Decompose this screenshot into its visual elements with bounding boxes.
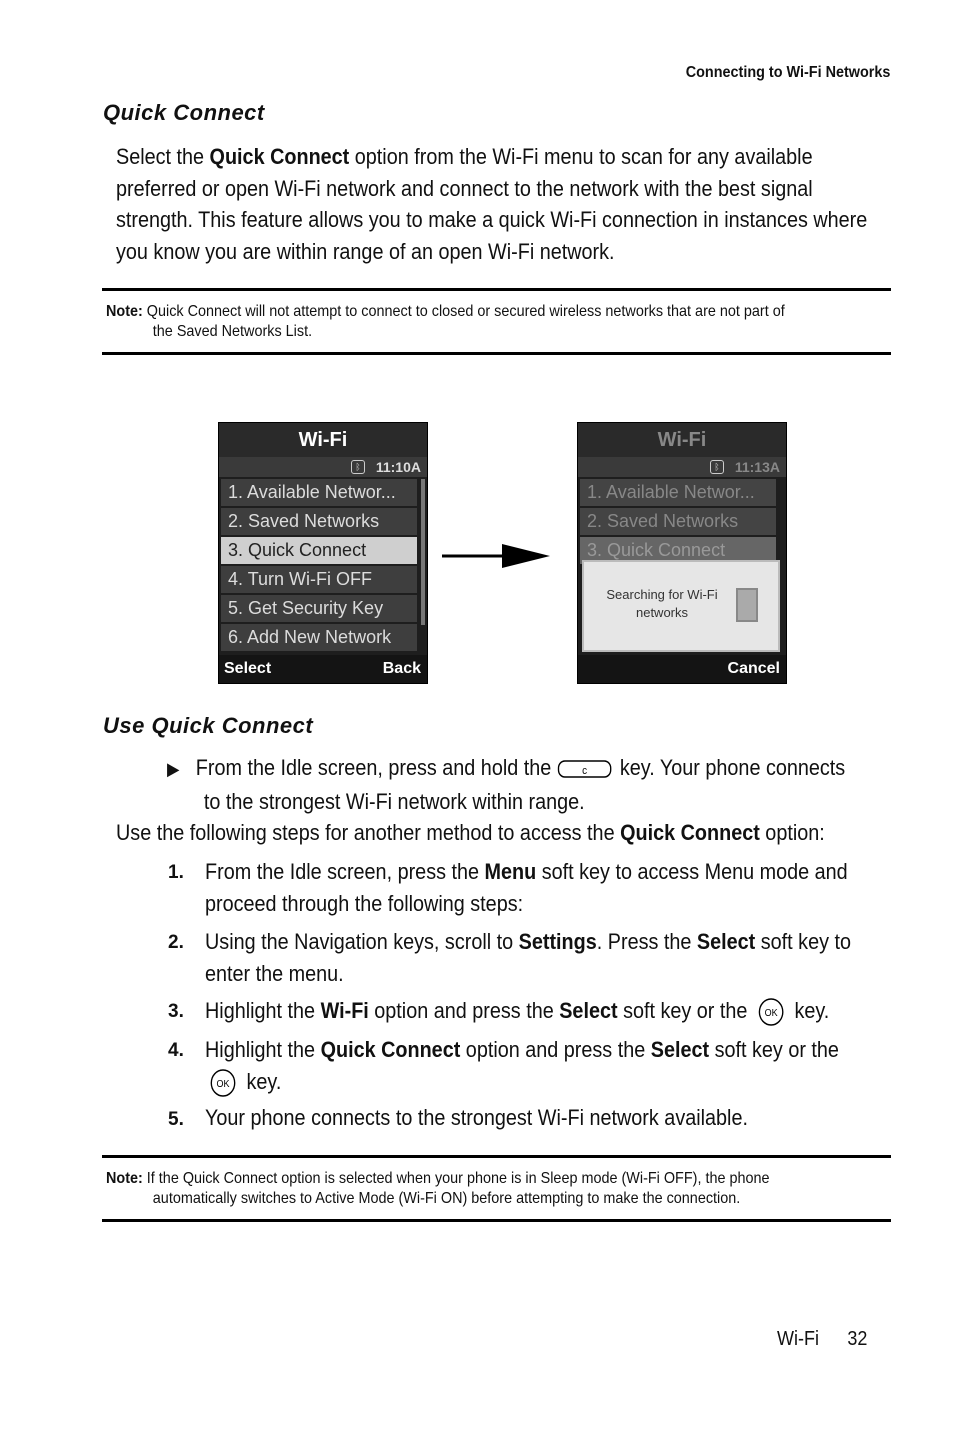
- menu-item[interactable]: 2. Saved Networks: [221, 508, 417, 535]
- back-softkey[interactable]: Back: [382, 660, 421, 677]
- menu-item: 2. Saved Networks: [580, 508, 776, 535]
- steps-intro: Use the following steps for another method to access the Quick Connect option:: [116, 820, 825, 845]
- menu-item[interactable]: 5. Get Security Key: [221, 595, 417, 622]
- footer-section: Wi-Fi: [777, 1328, 819, 1350]
- bluetooth-icon: ᛒ: [710, 460, 724, 474]
- note-rule-top: [102, 1155, 891, 1158]
- menu-item: 1. Available Networ...: [580, 479, 776, 506]
- screen-title: Wi-Fi: [578, 423, 786, 457]
- clock: 11:13A: [734, 459, 780, 475]
- ok-key-icon: [753, 997, 789, 1027]
- cancel-softkey[interactable]: Cancel: [727, 660, 780, 677]
- menu-item[interactable]: 4. Turn Wi-Fi OFF: [221, 566, 417, 593]
- footer: [777, 1328, 867, 1351]
- bluetooth-icon: ᛒ: [351, 460, 365, 474]
- note-rule-bottom: [102, 1219, 891, 1222]
- screen-title: Wi-Fi: [219, 423, 427, 457]
- svg-text:c: c: [582, 765, 588, 778]
- select-softkey[interactable]: Select: [224, 660, 272, 677]
- step-number: 5.: [168, 1109, 184, 1130]
- note-label: Note:: [106, 1170, 143, 1187]
- quick-connect-paragraph: Select the Quick Connect option from the Wi-Fi menu to scan for any available preferred or open Wi-Fi network and connect to the network with the best signal strength. This feature allows you to make a quick Wi-Fi connection in instances where you know you are within range of an open Wi-Fi network.: [116, 144, 868, 264]
- step-number: 1.: [168, 862, 184, 883]
- step-number: 4.: [168, 1040, 184, 1061]
- menu-item[interactable]: 1. Available Networ...: [221, 479, 417, 506]
- note-label: Note:: [106, 303, 143, 320]
- bullet-item: ▶ From the Idle screen, press and hold the c key. Your phone connects to the strongest Wi-Fi network within range.: [167, 755, 846, 814]
- clock: 11:10A: [375, 459, 421, 475]
- note-2: Note: If the Quick Connect option is selected when your phone is in Sleep mode (Wi-Fi OFF), the phone automatically switches to Active Mode (Wi-Fi ON) before attempting to make the connection.: [106, 1170, 770, 1207]
- svg-text:OK: OK: [764, 1007, 778, 1020]
- section-heading-use-quick-connect: Use Quick Connect: [103, 713, 314, 738]
- step-number: 2.: [168, 932, 184, 953]
- step-number: 3.: [168, 1001, 184, 1022]
- popup-message: Searching for Wi-Fi networks: [606, 587, 718, 620]
- step-4: Highlight the Quick Connect option and press the Select soft key or the OK key.: [205, 1034, 889, 1098]
- menu-item-selected[interactable]: 3. Quick Connect: [221, 537, 417, 564]
- svg-text:OK: OK: [216, 1078, 230, 1090]
- ok-key-icon: [205, 1068, 241, 1098]
- step-1: From the Idle screen, press the Menu soft key to access Menu mode and proceed through the following steps:: [205, 859, 848, 916]
- section-heading-quick-connect: Quick Connect: [103, 100, 265, 125]
- triangle-bullet-icon: ▶: [167, 759, 180, 779]
- page-number: 32: [847, 1328, 868, 1350]
- step-5: Your phone connects to the strongest Wi-Fi network available.: [205, 1105, 748, 1130]
- step-2: Using the Navigation keys, scroll to Settings. Press the Select soft key to enter the menu.: [205, 929, 852, 986]
- note-1: Note: Quick Connect will not attempt to connect to closed or secured wireless networks that are not part of the Saved Networks List.: [106, 303, 785, 340]
- running-head: Connecting to Wi-Fi Networks: [685, 64, 890, 81]
- menu-item[interactable]: 6. Add New Network: [221, 624, 417, 651]
- step-3: Highlight the Wi-Fi option and press the Select soft key or the OK key.: [205, 995, 889, 1027]
- menu-item-selected: 3. Quick Connect: [580, 537, 776, 564]
